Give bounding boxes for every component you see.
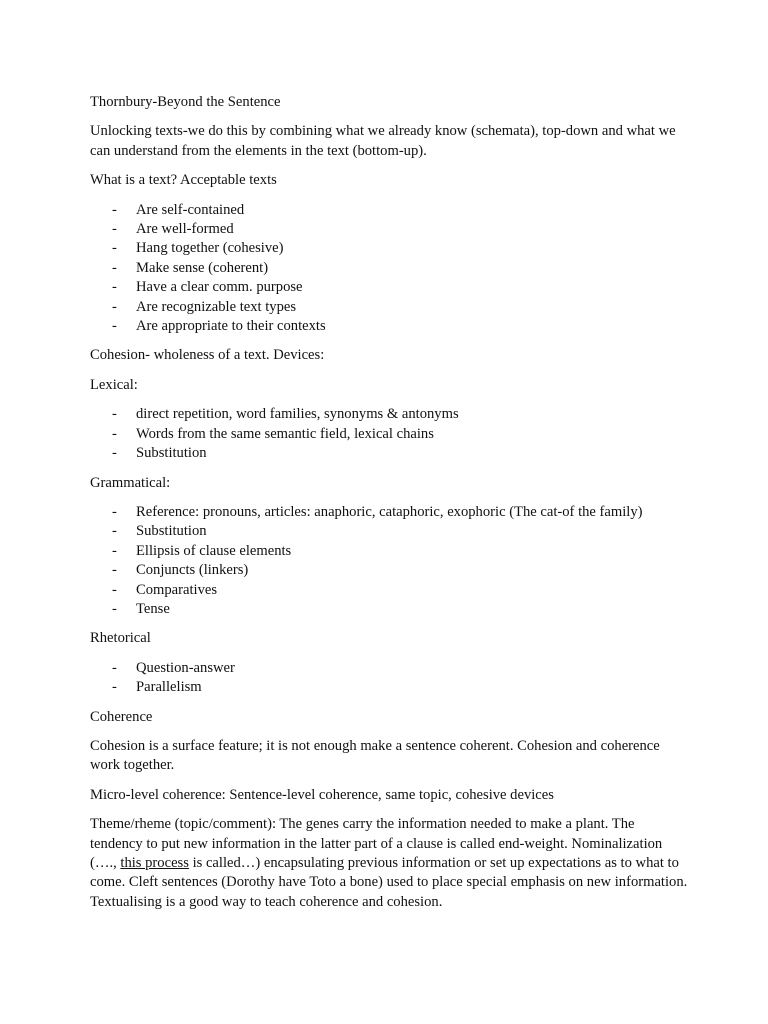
list-item: - Substitution [90,444,690,463]
lexical-list [90,405,690,463]
bullet-dash: - [112,259,117,276]
list-item: - Hang together (cohesive) [90,239,690,258]
list-item: - Parallelism [90,678,690,697]
grammatical-list [90,503,690,619]
bullet-dash: - [112,581,117,598]
bullet-dash: - [112,406,117,423]
list-item: - Are appropriate to their contexts [90,317,690,336]
bullet-dash: - [112,279,117,296]
list-item: - Make sense (coherent) [90,259,690,278]
list-item: - Ellipsis of clause elements [90,542,690,561]
list-item: - Question-answer [90,659,690,678]
paragraph-cohesion-devices: Cohesion- wholeness of a text. Devices: [90,347,325,364]
heading-lexical: Lexical: [90,376,138,393]
list-item: - Words from the same semantic field, lexical chains [90,425,690,444]
heading-grammatical: Grammatical: [90,474,171,491]
bullet-dash: - [112,542,117,559]
bullet-dash: - [112,240,117,257]
heading-coherence: Coherence [90,708,153,725]
bullet-dash: - [112,201,117,218]
bullet-dash: - [112,298,117,315]
bullet-dash: - [112,221,117,238]
paragraph-surface-feature: Cohesion is a surface feature; it is not enough make a sentence coherent. Cohesion and coherence work together. [90,737,660,774]
bullet-dash: - [112,679,117,696]
list-item: - Are recognizable text types [90,298,690,317]
bullet-dash: - [112,318,117,335]
bullet-dash: - [112,425,117,442]
rhetorical-list [90,659,690,698]
list-item: - Substitution [90,522,690,541]
paragraph-unlocking-texts: Unlocking texts-we do this by combining what we already know (schemata), top-down and what we can understand from the elements in the text (bottom-up). [90,123,676,159]
list-item: - Are self-contained [90,201,690,220]
underlined-phrase: this process [120,855,189,871]
heading-rhetorical: Rhetorical [90,630,151,647]
list-item: - Have a clear comm. purpose [90,278,690,297]
list-item: - Comparatives [90,581,690,600]
bullet-dash: - [112,503,117,520]
paragraph-theme-rheme: Theme/rheme (topic/comment): The genes carry the information needed to make a plant. The tendency to put new information in the latter part of a clause is called end-weight. Nominalization (…., this process is called…) encapsulating previous information or set up expectations as to what to come. Cleft sentences (Dorothy have Toto a bone) used to place special emphasis on new information. Textualising is a good way to teach coherence and cohesion. [90,816,688,910]
list-item: - Reference: pronouns, articles: anaphoric, cataphoric, exophoric (The cat-of the family) [90,503,690,522]
paragraph-micro-level-coherence: Micro-level coherence: Sentence-level coherence, same topic, cohesive devices [90,786,554,803]
bullet-dash: - [112,523,117,540]
acceptable-texts-list [90,201,690,337]
bullet-dash: - [112,445,117,462]
list-item: - direct repetition, word families, synonyms & antonyms [90,405,690,424]
document-body [90,93,690,922]
document-title: Thornbury-Beyond the Sentence [90,94,281,110]
paragraph-what-is-a-text: What is a text? Acceptable texts [90,172,277,189]
list-item: - Are well-formed [90,220,690,239]
list-item: - Tense [90,600,690,619]
bullet-dash: - [112,659,117,676]
bullet-dash: - [112,562,117,579]
list-item: - Conjuncts (linkers) [90,561,690,580]
bullet-dash: - [112,600,117,617]
